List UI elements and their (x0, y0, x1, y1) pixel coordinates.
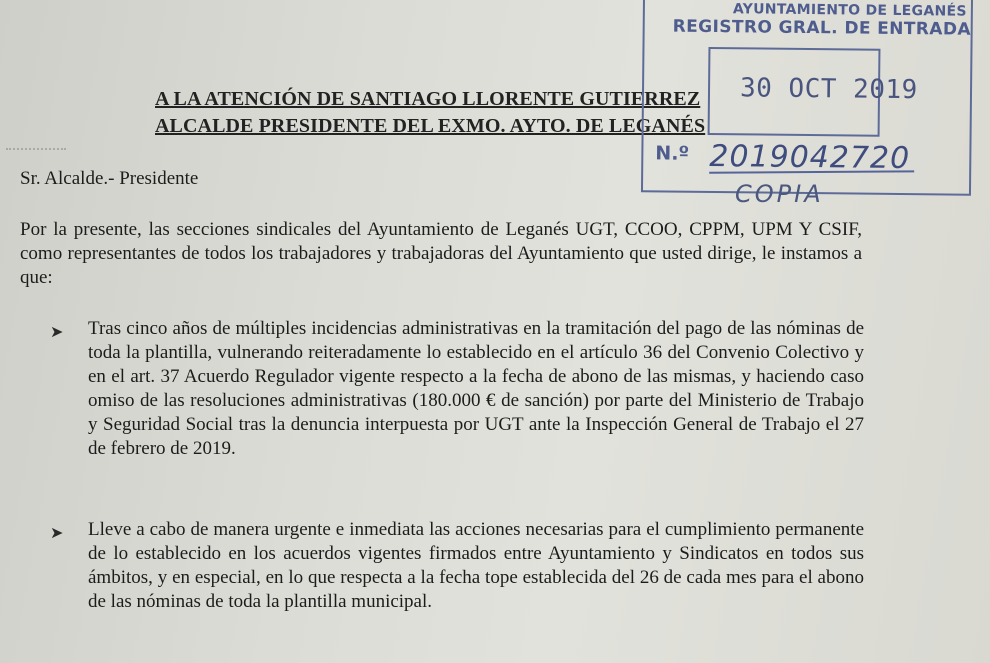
recipient-line-1: A LA ATENCIÓN DE SANTIAGO LLORENTE GUTIERREZ (155, 88, 701, 110)
arrowhead-bullet-icon: ➤ (50, 322, 64, 341)
intro-paragraph: Por la presente, las secciones sindicales del Ayuntamiento de Leganés UGT, CCOO, CPPM, UPM Y CSIF, como representantes de todos los trabajadores y trabajadoras del Ayuntamiento que usted dirige, le instamos a que: (20, 219, 862, 288)
arrowhead-bullet-icon: ➤ (50, 523, 64, 542)
bullet-text: Lleve a cabo de manera urgente e inmediata las acciones necesarias para el cumplimiento permanente de lo establecido en los acuerdos vigentes firmados entre Ayuntamiento y Sindicatos en todos sus ámbitos, y en especial, en lo que respecta a la fecha tope establecida del 26 de cada mes para el abono de las nóminas de toda la plantilla municipal. (88, 519, 864, 612)
recipient-line-2: ALCALDE PRESIDENTE DEL EXMO. AYTO. DE LEGANÉS (155, 115, 706, 137)
stamp-institution: AYUNTAMIENTO DE LEGANÉS (732, 1, 967, 20)
stamp-number-label: N.º (655, 142, 690, 165)
copy-note: COPIA (735, 180, 824, 208)
stamp-registry: REGISTRO GRAL. DE ENTRADA (672, 16, 972, 40)
pen-mark (6, 148, 66, 156)
registry-stamp (641, 0, 973, 196)
stamp-number: 2019042720 (709, 138, 911, 177)
bullet-text: Tras cinco años de múltiples incidencias administrativas en la tramitación del pago de las nóminas de toda la plantilla, vulnerando reiteradamente lo establecido en el artículo 36 del Convenio Colectivo y en el art. 37 Acuerdo Regulador vigente respecto a la fecha de abono de las mismas, y haciendo caso omiso de las resoluciones administrativas (180.000 € de sanción) por parte del Ministerio de Trabajo y Seguridad Social tras la denuncia interpuesta por UGT ante la Inspección General de Trabajo el 27 de febrero de 2019. (88, 318, 864, 459)
stamp-date: 30 OCT 2019 (739, 73, 918, 106)
salutation: Sr. Alcalde.- Presidente (20, 168, 199, 189)
